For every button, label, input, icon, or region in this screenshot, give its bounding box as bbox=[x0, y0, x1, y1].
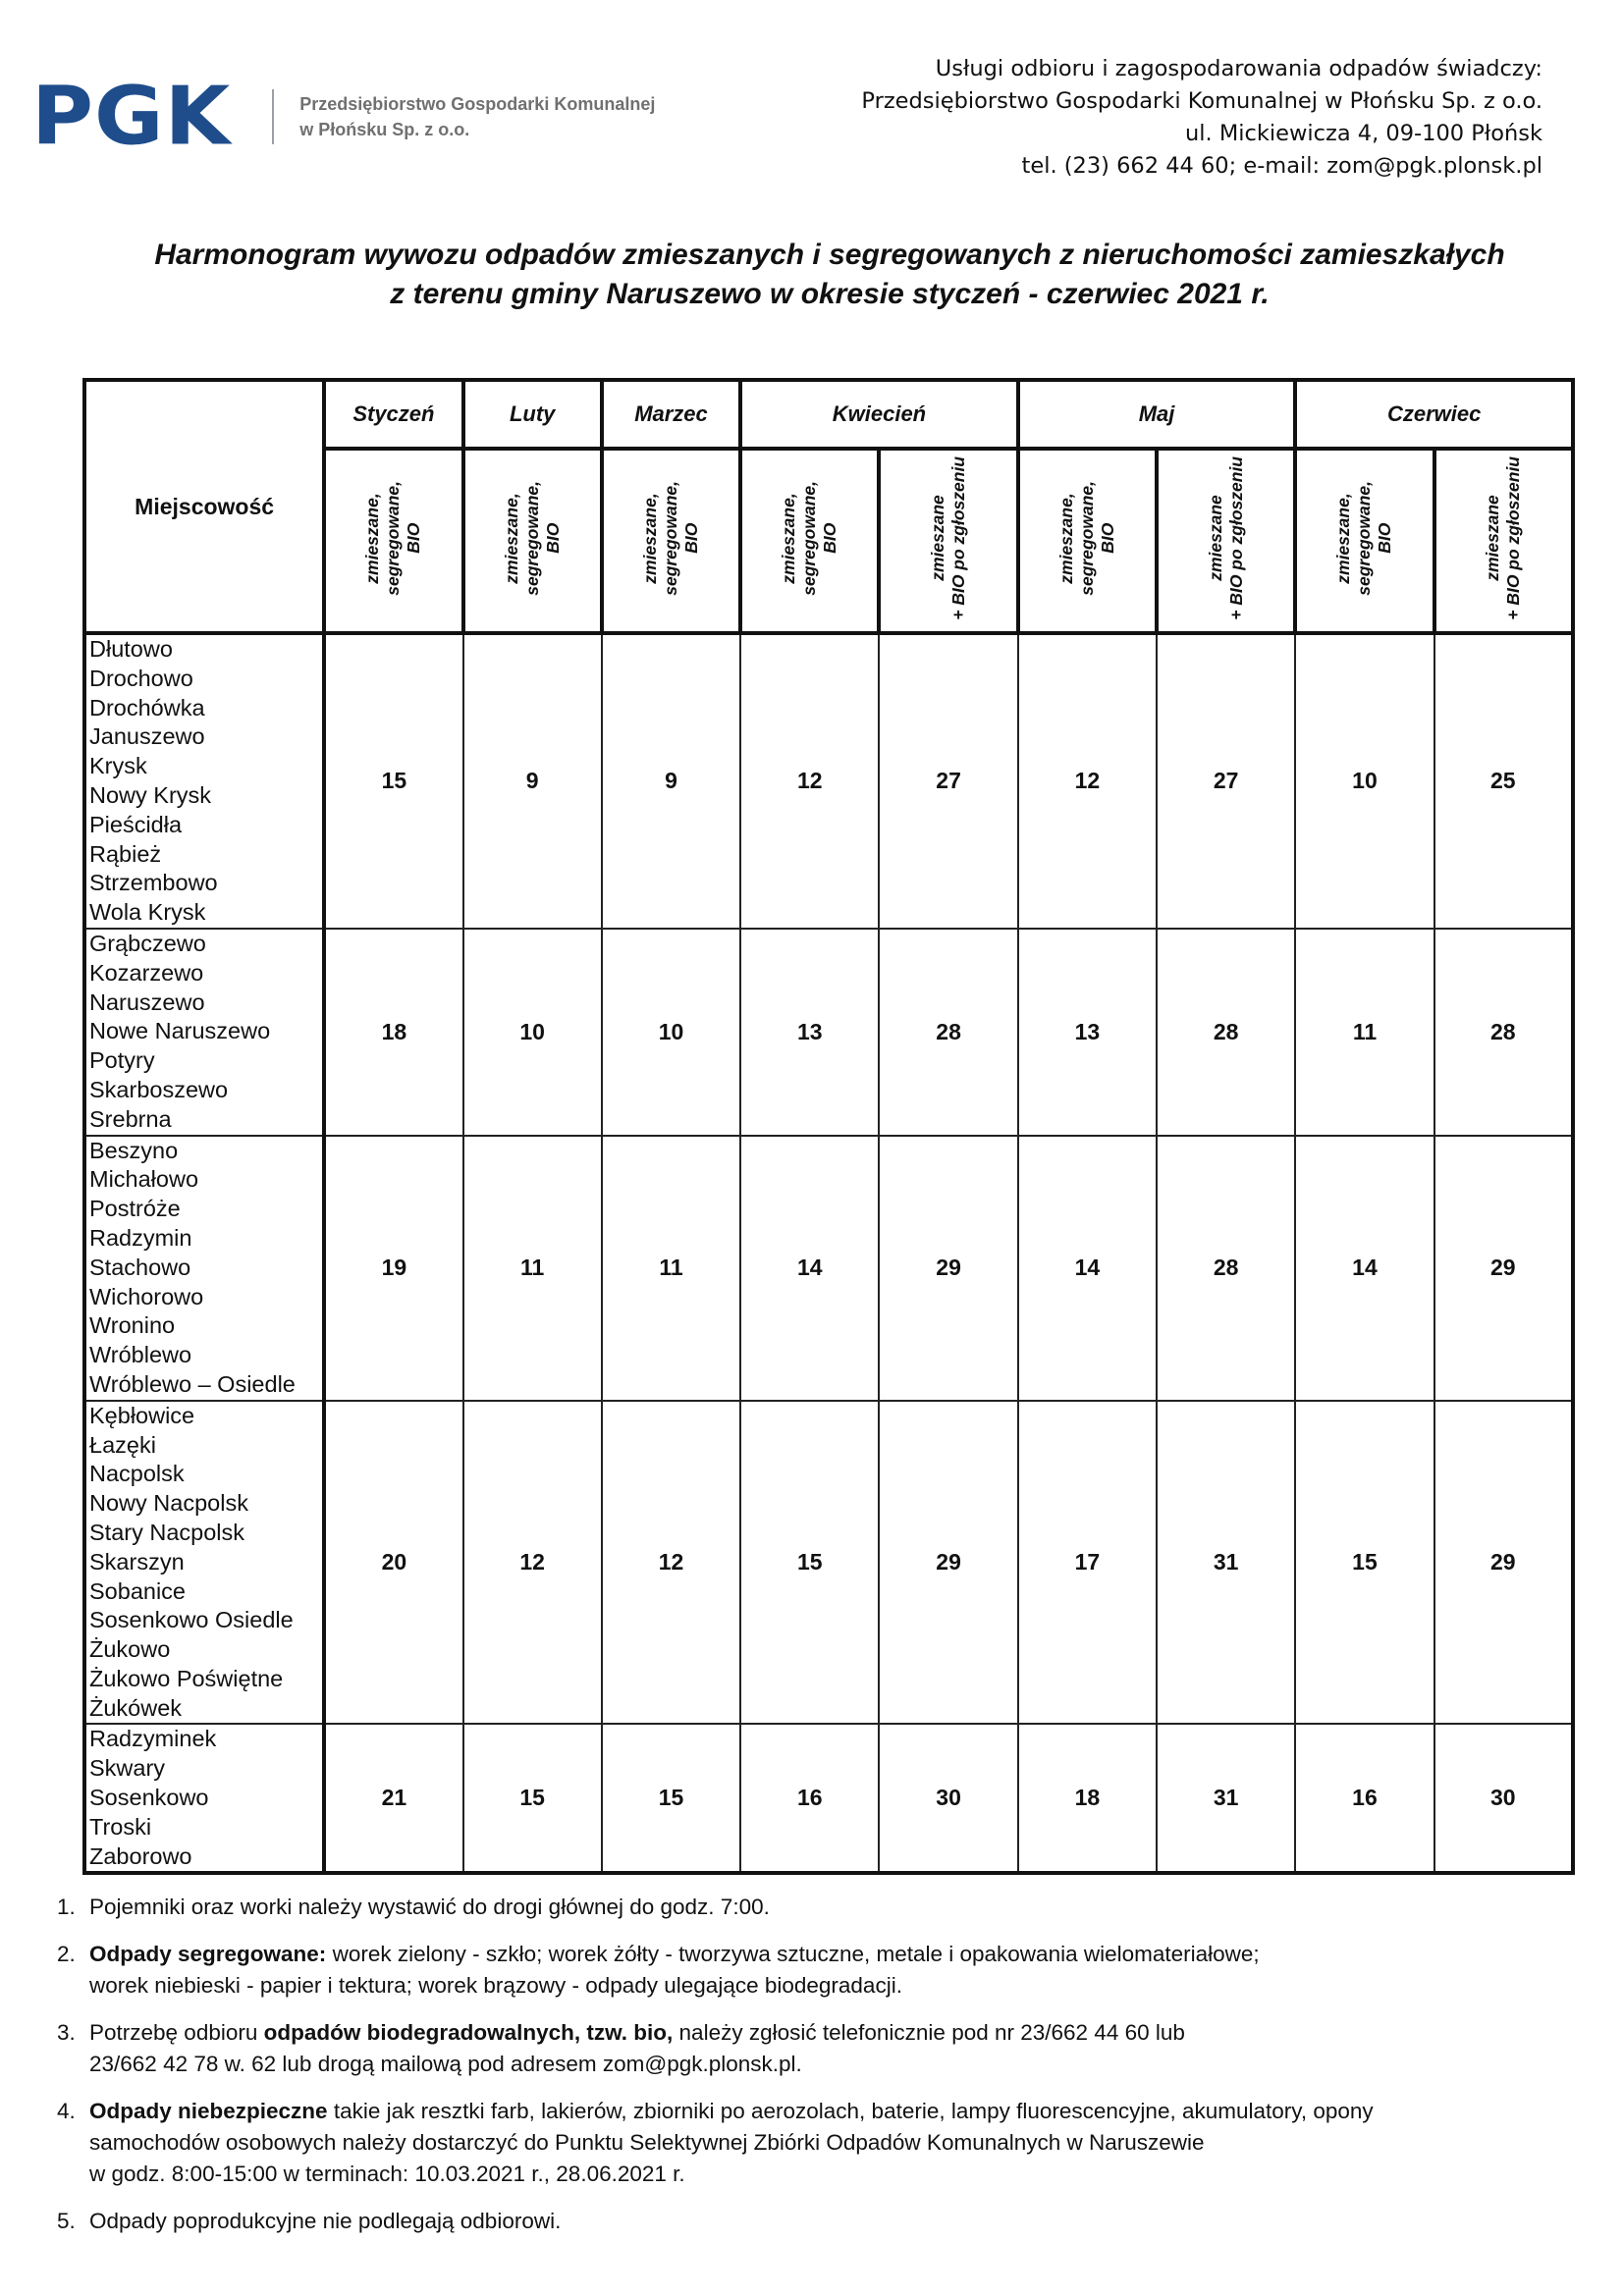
subheader-label bbox=[502, 481, 564, 596]
note-number: 4. bbox=[57, 2099, 76, 2123]
note-item bbox=[57, 1939, 1589, 2002]
place-list bbox=[84, 633, 324, 929]
place-name: Nowy Krysk bbox=[89, 781, 212, 808]
pickup-day: 21 bbox=[324, 1724, 462, 1873]
subheader-line: zmieszane bbox=[928, 495, 948, 582]
place-name: Sosenkowo bbox=[89, 1785, 209, 1811]
pickup-day: 20 bbox=[324, 1401, 462, 1725]
subheader-mixed-bio-on-request bbox=[1157, 449, 1295, 633]
pickup-day: 9 bbox=[463, 633, 602, 929]
place-name: Dłutowo bbox=[89, 636, 173, 662]
pickup-day: 29 bbox=[1434, 1401, 1573, 1725]
page-title bbox=[0, 236, 1623, 314]
place-name: Nacpolsk bbox=[89, 1461, 185, 1487]
subheader-line: segregowane, bbox=[799, 481, 820, 596]
notes-list bbox=[57, 1892, 1589, 2253]
note-bold: Odpady niebezpieczne bbox=[89, 2099, 328, 2123]
place-name: Radzyminek bbox=[89, 1726, 217, 1752]
subheader-line: BIO bbox=[542, 522, 563, 555]
place-name: Wróblewo – Osiedle bbox=[89, 1370, 296, 1397]
subheader-line: BIO bbox=[1375, 522, 1395, 555]
place-name: Krysk bbox=[89, 753, 147, 779]
subheader-line: zmieszane, bbox=[501, 493, 521, 584]
place-name: Skarboszewo bbox=[89, 1076, 229, 1102]
subheader-line: zmieszane, bbox=[1333, 493, 1354, 584]
pickup-day: 10 bbox=[1295, 633, 1434, 929]
subheader-mixed-segregated-bio bbox=[602, 449, 740, 633]
table-row bbox=[84, 1401, 1573, 1725]
place-name: Grąbczewo bbox=[89, 930, 206, 956]
pickup-day: 12 bbox=[463, 1401, 602, 1725]
subheader-line: zmieszane, bbox=[779, 493, 799, 584]
place-name: Drochówka bbox=[89, 694, 205, 721]
place-name: Sobanice bbox=[89, 1577, 186, 1604]
subheader-label bbox=[362, 481, 424, 596]
note-number: 3. bbox=[57, 2020, 76, 2045]
pickup-day: 15 bbox=[602, 1724, 740, 1873]
subheader-line: zmieszane, bbox=[362, 493, 383, 584]
note-item bbox=[57, 1892, 1589, 1923]
pickup-day: 15 bbox=[324, 633, 462, 929]
note-text bbox=[89, 1892, 1589, 1923]
title-line-1: Harmonogram wywozu odpadów zmieszanych i segregowanych z nieruchomości zamieszkałych bbox=[154, 239, 1505, 271]
table-row bbox=[84, 1136, 1573, 1401]
table-row bbox=[84, 1724, 1573, 1873]
pickup-day: 11 bbox=[602, 1136, 740, 1401]
note-text-line-2: samochodów osobowych należy dostarczyć do Punktu Selektywnej Zbiórki Odpadów Komunalnych w Naruszewie bbox=[89, 2130, 1205, 2155]
note-number: 2. bbox=[57, 1942, 76, 1966]
subheader-label bbox=[1206, 456, 1247, 620]
company-address: ul. Mickiewicza 4, 09-100 Płońsk bbox=[1185, 121, 1542, 146]
month-header-marzec: Marzec bbox=[602, 380, 740, 449]
subheader-line: segregowane, bbox=[521, 481, 542, 596]
month-header-czerwiec: Czerwiec bbox=[1295, 380, 1573, 449]
logo-line-1: Przedsiębiorstwo Gospodarki Komunalnej bbox=[299, 94, 656, 114]
place-name: Sosenkowo Osiedle bbox=[89, 1607, 294, 1633]
pickup-day: 18 bbox=[1018, 1724, 1157, 1873]
note-prefix: Potrzebę odbioru bbox=[89, 2020, 264, 2045]
place-name: Rąbież bbox=[89, 840, 162, 867]
schedule-table bbox=[82, 378, 1575, 1875]
subheader-mixed-segregated-bio bbox=[1295, 449, 1434, 633]
note-text bbox=[89, 2017, 1589, 2080]
logo-divider bbox=[272, 89, 274, 144]
pickup-day: 28 bbox=[1157, 929, 1295, 1136]
pickup-day: 17 bbox=[1018, 1401, 1157, 1725]
pickup-day: 27 bbox=[879, 633, 1017, 929]
place-name: Wróblewo bbox=[89, 1342, 192, 1368]
note-number: 1. bbox=[57, 1895, 76, 1919]
note-item bbox=[57, 2017, 1589, 2080]
subheader-label bbox=[928, 456, 969, 620]
pickup-day: 18 bbox=[324, 929, 462, 1136]
month-header-kwiecien: Kwiecień bbox=[740, 380, 1018, 449]
month-header-luty: Luty bbox=[463, 380, 602, 449]
note-text bbox=[89, 2096, 1589, 2190]
place-name: Naruszewo bbox=[89, 988, 205, 1015]
month-header-maj: Maj bbox=[1018, 380, 1296, 449]
place-list bbox=[84, 1136, 324, 1401]
place-name: Januszewo bbox=[89, 723, 205, 750]
place-name: Wronino bbox=[89, 1312, 176, 1339]
place-name: Beszyno bbox=[89, 1137, 179, 1163]
pickup-day: 31 bbox=[1157, 1724, 1295, 1873]
place-name: Skarszyn bbox=[89, 1548, 185, 1575]
subheader-line: zmieszane, bbox=[1055, 493, 1076, 584]
pickup-day: 14 bbox=[1295, 1136, 1434, 1401]
pickup-day: 28 bbox=[1434, 929, 1573, 1136]
place-list bbox=[84, 1401, 324, 1725]
subheader-label bbox=[640, 481, 702, 596]
pickup-day: 30 bbox=[879, 1724, 1017, 1873]
pickup-day: 13 bbox=[1018, 929, 1157, 1136]
pickup-day: 27 bbox=[1157, 633, 1295, 929]
subheader-mixed-segregated-bio bbox=[324, 449, 462, 633]
pickup-day: 11 bbox=[463, 1136, 602, 1401]
company-line-1: Usługi odbioru i zagospodarowania odpadów świadczy: bbox=[935, 56, 1542, 81]
pickup-day: 9 bbox=[602, 633, 740, 929]
subheader-line: segregowane, bbox=[1076, 481, 1097, 596]
place-name: Strzembowo bbox=[89, 870, 218, 896]
pickup-day: 10 bbox=[602, 929, 740, 1136]
subheader-line: + BIO po zgłoszeniu bbox=[1225, 456, 1246, 620]
pickup-day: 15 bbox=[1295, 1401, 1434, 1725]
place-name: Żukowo Poświętne bbox=[89, 1665, 284, 1691]
subheader-line: zmieszane bbox=[1205, 495, 1225, 582]
subheader-line: zmieszane, bbox=[639, 493, 660, 584]
note-bold: odpadów biodegradowalnych, tzw. bio, bbox=[263, 2020, 674, 2045]
place-list bbox=[84, 929, 324, 1136]
subheader-mixed-segregated-bio bbox=[1018, 449, 1157, 633]
title-line-2: z terenu gminy Naruszewo w okresie styczeń - czerwiec 2021 r. bbox=[390, 278, 1270, 310]
place-name: Postróże bbox=[89, 1196, 181, 1222]
subheader-label bbox=[1333, 481, 1395, 596]
subheader-line: zmieszane bbox=[1483, 495, 1503, 582]
place-name: Wichorowo bbox=[89, 1283, 204, 1309]
place-name: Żukowo bbox=[89, 1636, 171, 1663]
company-logo bbox=[31, 70, 656, 164]
note-text-line-3: w godz. 8:00-15:00 w terminach: 10.03.2021 r., 28.06.2021 r. bbox=[89, 2162, 685, 2186]
note-bold: Odpady segregowane: bbox=[89, 1942, 327, 1966]
note-text-line-1: takie jak resztki farb, lakierów, zbiorniki po aerozolach, baterie, lampy fluorescencyjne, akumulatory, opony bbox=[327, 2099, 1374, 2123]
subheader-mixed-bio-on-request bbox=[1434, 449, 1573, 633]
place-name: Wola Krysk bbox=[89, 899, 206, 926]
pickup-day: 14 bbox=[1018, 1136, 1157, 1401]
pickup-day: 28 bbox=[1157, 1136, 1295, 1401]
place-name: Radzymin bbox=[89, 1224, 192, 1251]
pickup-day: 30 bbox=[1434, 1724, 1573, 1873]
place-name: Srebrna bbox=[89, 1105, 172, 1132]
subheader-mixed-segregated-bio bbox=[740, 449, 879, 633]
place-name: Łazęki bbox=[89, 1431, 156, 1458]
pickup-day: 11 bbox=[1295, 929, 1434, 1136]
pickup-day: 31 bbox=[1157, 1401, 1295, 1725]
subheader-label bbox=[1056, 481, 1118, 596]
subheader-line: + BIO po zgłoszeniu bbox=[948, 456, 969, 620]
place-name: Stary Nacpolsk bbox=[89, 1519, 245, 1545]
note-text bbox=[89, 2206, 1589, 2237]
place-name: Michałowo bbox=[89, 1166, 199, 1193]
pickup-day: 16 bbox=[740, 1724, 879, 1873]
place-list bbox=[84, 1724, 324, 1873]
subheader-line: segregowane, bbox=[1354, 481, 1375, 596]
subheader-line: segregowane, bbox=[383, 481, 404, 596]
pickup-day: 12 bbox=[740, 633, 879, 929]
subheader-label bbox=[779, 481, 840, 596]
place-name: Troski bbox=[89, 1813, 152, 1840]
subheader-line: BIO bbox=[404, 522, 424, 555]
note-item bbox=[57, 2096, 1589, 2190]
subheader-label bbox=[1483, 456, 1524, 620]
table-row bbox=[84, 929, 1573, 1136]
place-name: Stachowo bbox=[89, 1254, 191, 1280]
note-text bbox=[89, 1939, 1589, 2002]
note-text-line-1: Odpady poprodukcyjne nie podlegają odbiorowi. bbox=[89, 2209, 562, 2233]
note-text-line-1: należy zgłosić telefonicznie pod nr 23/662 44 60 lub bbox=[673, 2020, 1185, 2045]
subheader-line: BIO bbox=[820, 522, 840, 555]
month-header-styczen: Styczeń bbox=[324, 380, 462, 449]
place-name: Kozarzewo bbox=[89, 959, 204, 986]
pickup-day: 16 bbox=[1295, 1724, 1434, 1873]
subheader-line: segregowane, bbox=[660, 481, 680, 596]
table-row bbox=[84, 633, 1573, 929]
place-name: Potyry bbox=[89, 1047, 155, 1074]
note-text-line-2: worek niebieski - papier i tektura; worek brązowy - odpady ulegające biodegradacji. bbox=[89, 1973, 902, 1998]
pickup-day: 12 bbox=[1018, 633, 1157, 929]
pickup-day: 14 bbox=[740, 1136, 879, 1401]
pickup-day: 25 bbox=[1434, 633, 1573, 929]
logo-line-2: w Płońsku Sp. z o.o. bbox=[299, 120, 470, 139]
subheader-line: BIO bbox=[680, 522, 701, 555]
place-name: Nowe Naruszewo bbox=[89, 1018, 271, 1044]
logo-company-name bbox=[299, 91, 655, 142]
pickup-day: 29 bbox=[1434, 1136, 1573, 1401]
pickup-day: 12 bbox=[602, 1401, 740, 1725]
pickup-day: 15 bbox=[463, 1724, 602, 1873]
company-contact bbox=[861, 53, 1542, 183]
note-text-line-2: 23/662 42 78 w. 62 lub drogą mailową pod adresem zom@pgk.plonsk.pl. bbox=[89, 2052, 802, 2076]
company-phone-email: tel. (23) 662 44 60; e-mail: zom@pgk.plonsk.pl bbox=[1021, 153, 1542, 179]
pickup-day: 28 bbox=[879, 929, 1017, 1136]
place-name: Kębłowice bbox=[89, 1402, 195, 1428]
place-name: Nowy Nacpolsk bbox=[89, 1490, 248, 1517]
note-text-line-1: Pojemniki oraz worki należy wystawić do drogi głównej do godz. 7:00. bbox=[89, 1895, 770, 1919]
place-name: Drochowo bbox=[89, 665, 193, 691]
note-item bbox=[57, 2206, 1589, 2237]
pickup-day: 10 bbox=[463, 929, 602, 1136]
subheader-line: + BIO po zgłoszeniu bbox=[1503, 456, 1524, 620]
note-number: 5. bbox=[57, 2209, 76, 2233]
pickup-day: 19 bbox=[324, 1136, 462, 1401]
pickup-day: 15 bbox=[740, 1401, 879, 1725]
subheader-mixed-segregated-bio bbox=[463, 449, 602, 633]
place-name: Skwary bbox=[89, 1755, 166, 1782]
pickup-day: 29 bbox=[879, 1401, 1017, 1725]
note-text-line-1: worek zielony - szkło; worek żółty - tworzywa sztuczne, metale i opakowania wielomateriałowe; bbox=[326, 1942, 1260, 1966]
subheader-line: BIO bbox=[1097, 522, 1117, 555]
place-name: Pieścidła bbox=[89, 811, 183, 837]
place-column-header: Miejscowość bbox=[84, 380, 324, 633]
subheader-mixed-bio-on-request bbox=[879, 449, 1017, 633]
logo-mark: PGK bbox=[31, 70, 232, 164]
pickup-day: 29 bbox=[879, 1136, 1017, 1401]
place-name: Zaborowo bbox=[89, 1842, 192, 1869]
company-line-2: Przedsiębiorstwo Gospodarki Komunalnej w Płońsku Sp. z o.o. bbox=[861, 88, 1542, 114]
pickup-day: 13 bbox=[740, 929, 879, 1136]
place-name: Żukówek bbox=[89, 1694, 183, 1721]
